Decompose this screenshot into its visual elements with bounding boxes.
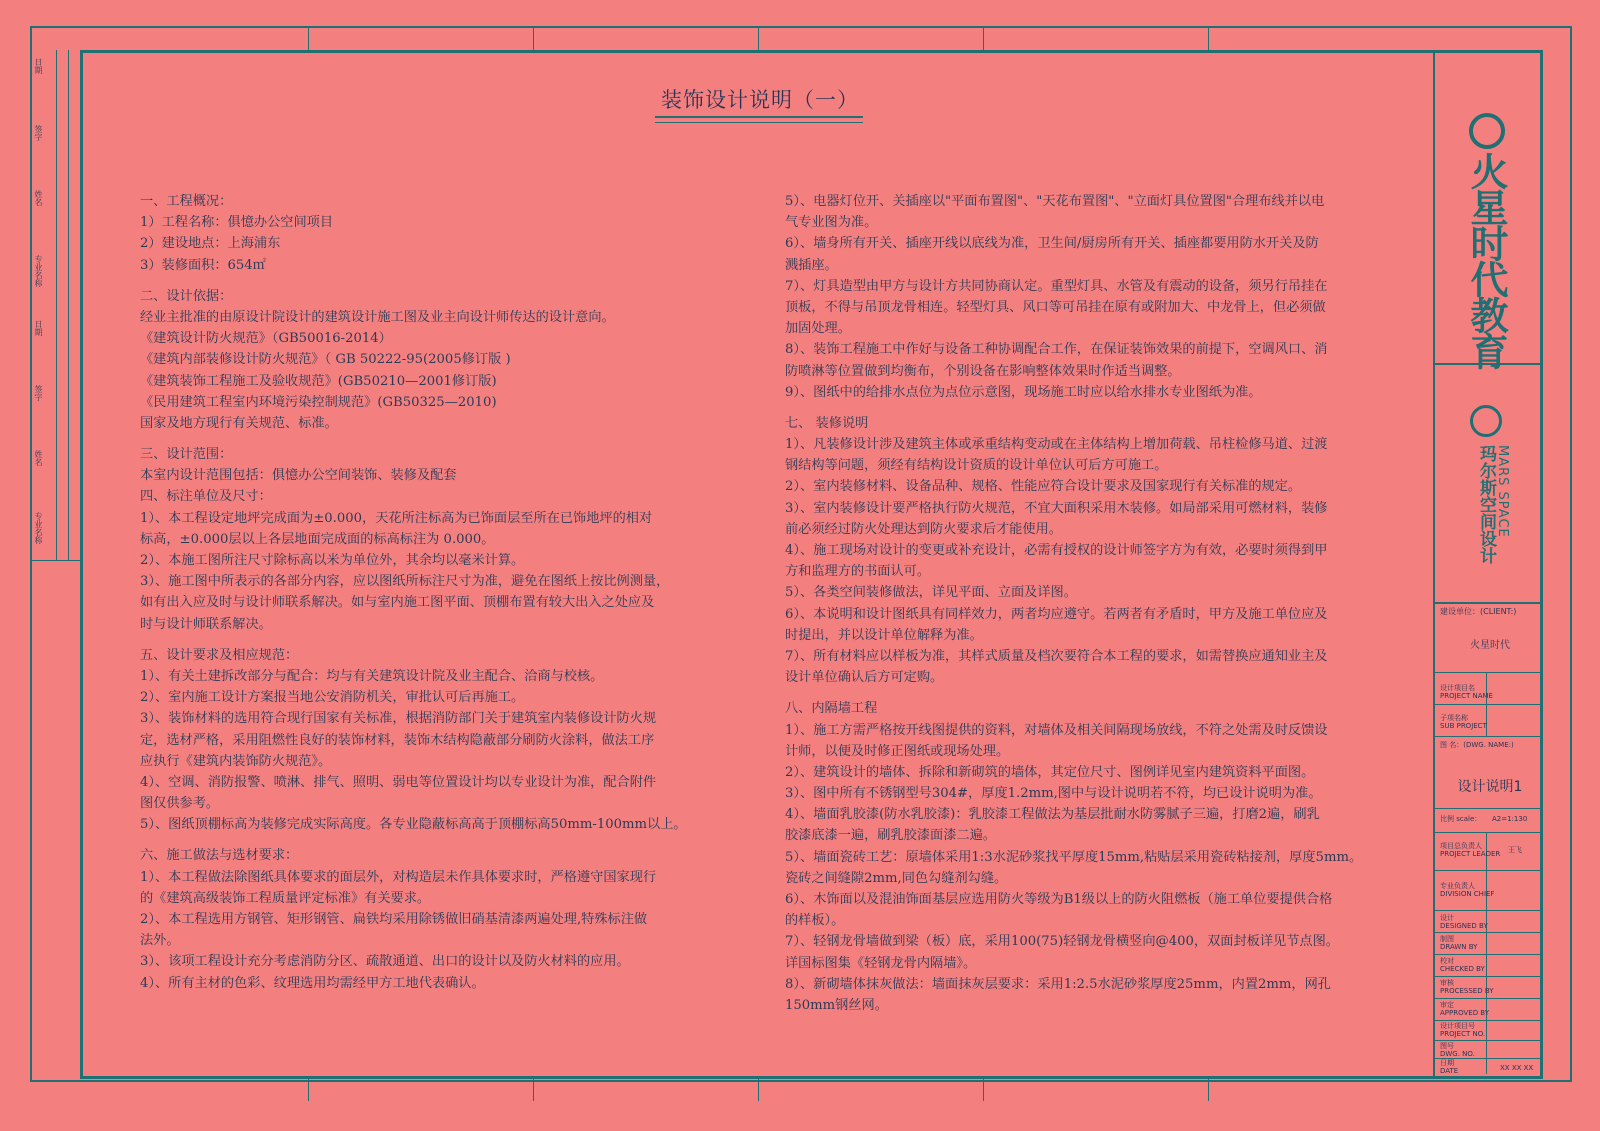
tb-line xyxy=(1486,832,1487,1074)
partner-name-cn: 玛尔斯空间设计 xyxy=(1476,445,1496,564)
tb-line xyxy=(1435,1020,1542,1021)
note-line: 时提出，并以设计单位解释为准。 xyxy=(785,627,983,643)
note-line: 5）、各类空间装修做法，详见平面、立面及详图。 xyxy=(785,585,1077,601)
note-line: 3）、图中所有不锈钢型号304#，厚度1.2mm,图中与设计说明若不符，均已设计说明为准。 xyxy=(785,786,1322,802)
side-strip-line xyxy=(30,560,80,561)
note-line: 1）、本工程做法除图纸具体要求的面层外，对构造层未作具体要求时，严格遵守国家现行 xyxy=(140,869,657,885)
paragraph-gap xyxy=(140,835,687,845)
note-line: 6）、本说明和设计图纸具有同样效力，两者均应遵守。若两者有矛盾时，甲方及施工单位应及 xyxy=(785,606,1328,622)
tb-line xyxy=(1435,870,1542,871)
tb-line xyxy=(1435,998,1542,999)
note-line: 1）、有关土建拆改部分与配合：均与有关建筑设计院及业主配合、洽商与校核。 xyxy=(140,668,604,684)
note-line: 六、施工做法与选材要求： xyxy=(140,848,299,864)
scale-value: A2=1:130 xyxy=(1492,815,1528,823)
outer-frame-right xyxy=(1570,26,1572,1082)
tick xyxy=(533,1079,534,1101)
inner-frame-top xyxy=(80,50,1542,53)
side-strip-label: 姓名 xyxy=(34,190,43,206)
tb-line xyxy=(1435,932,1542,933)
note-line: 5）、电器灯位开、关插座以"平面布置图"、"天花布置图"、"立面灯具位置图"合理布线并以电 xyxy=(785,194,1325,209)
date-value: XX XX XX xyxy=(1500,1064,1534,1072)
designed-label: 设计 DESIGNED BY xyxy=(1440,914,1488,930)
note-line: 《建筑设计防火规范》（GB50016-2014） xyxy=(140,331,392,347)
checked-label: 校对 CHECKED BY xyxy=(1440,957,1485,973)
processed-label: 审核 PROCESSED BY xyxy=(1440,979,1494,995)
side-strip-label: 日期 xyxy=(34,320,43,336)
note-line: 二、设计依据： xyxy=(140,288,233,304)
note-line: 应执行《建筑内装饰防火规范》。 xyxy=(140,753,332,769)
approved-label: 审定 APPROVED BY xyxy=(1440,1001,1490,1017)
note-line: 五、设计要求及相应规范： xyxy=(140,647,299,663)
tick xyxy=(1208,28,1209,50)
project-leader-label: 项目总负责人 PROJECT LEADER xyxy=(1440,842,1501,858)
title-underline xyxy=(655,116,863,118)
tick xyxy=(983,1079,984,1101)
partner-logo-icon xyxy=(1470,405,1502,437)
note-line: 瓷砖之间缝隙2mm,同色勾缝剂勾缝。 xyxy=(785,870,1008,886)
note-line: 的《建筑高级装饰工程质量评定标准》有关要求。 xyxy=(140,890,431,906)
logo-icon xyxy=(1469,113,1505,149)
note-line: 国家及地方现行有关规范、标准。 xyxy=(140,415,338,431)
note-line: 溅插座。 xyxy=(785,257,838,273)
paragraph-gap xyxy=(785,688,1362,698)
note-line: 4）、空调、消防报警、喷淋、排气、照明、弱电等位置设计均以专业设计为准，配合附件 xyxy=(140,774,657,790)
note-line: 2）、建筑设计的墙体、拆除和新砌筑的墙体，其定位尺寸、图例详见室内建筑资料平面图。 xyxy=(785,764,1315,780)
note-line: 钢结构等问题，须经有结构设计资质的设计单位认可后方可施工。 xyxy=(785,458,1168,474)
titleblock-divider xyxy=(1433,50,1435,1079)
note-line: 150mm钢丝网。 xyxy=(785,997,888,1013)
drawing-title: 装饰设计说明（一） xyxy=(661,88,859,112)
note-line: 2）、室内装修材料、设备品种、规格、性能应符合设计要求及国家现行有关标准的规定。 xyxy=(785,479,1302,495)
note-line: 2）建设地点：上海浦东 xyxy=(140,236,281,252)
project-leader-value: 王飞 xyxy=(1508,846,1522,854)
note-line: 6）、木饰面以及混油饰面基层应选用防火等级为B1级以上的防火阻燃板（施工单位要提供合格 xyxy=(785,892,1333,907)
note-line: 一、工程概况： xyxy=(140,194,233,209)
outer-frame-bottom xyxy=(30,1080,1572,1082)
note-line: 7）、所有材料应以样板为准，其样式质量及档次要符合本工程的要求，如需替换应通知业主及 xyxy=(785,648,1328,664)
note-line: 5）、墙面瓷砖工艺：原墙体采用1:3水泥砂浆找平厚度15mm,粘贴层采用瓷砖粘接剂，厚度5mm。 xyxy=(785,849,1363,865)
note-line: 详国标图集《轻钢龙骨内隔墙》。 xyxy=(785,955,977,971)
note-line: 1）、施工方需严格按开线图提供的资料，对墙体及相关间隔现场放线，不符之处需及时反馈设 xyxy=(785,722,1328,738)
drawing-name-label: 图 名：(DWG. NAME:) xyxy=(1440,741,1514,749)
date-label: 日期 DATE xyxy=(1440,1059,1459,1075)
scale-label: 比例 scale： xyxy=(1440,815,1482,823)
notes-left-column xyxy=(140,191,687,994)
tick xyxy=(758,28,759,50)
notes-right-column xyxy=(785,191,1362,1016)
tick xyxy=(1208,1079,1209,1101)
tick xyxy=(983,28,984,50)
side-strip-line xyxy=(68,50,69,560)
tb-line xyxy=(1435,808,1542,809)
note-line: 《民用建筑工程室内环境污染控制规范》(GB50325—2010) xyxy=(140,394,497,410)
note-line: 8）、新砌墙体抹灰做法：墙面抹灰层要求：采用1:2.5水泥砂浆厚度25mm，内置2mm，网孔 xyxy=(785,976,1331,992)
note-line: 《建筑内部装修设计防火规范》（ GB 50222-95(2005修订版 ) xyxy=(140,352,511,368)
note-line: 4）、所有主材的色彩、纹理选用均需经甲方工地代表确认。 xyxy=(140,975,485,991)
note-line: 1）、凡装修设计涉及建筑主体或承重结构变动或在主体结构上增加荷载、吊柱检修马道、过渡 xyxy=(785,437,1328,453)
inner-frame-left xyxy=(80,50,83,1079)
drawing-name-value: 设计说明1 xyxy=(1457,779,1523,795)
note-line: 时与设计师联系解决。 xyxy=(140,616,272,632)
note-line: 1）、本工程设定地坪完成面为±0.000，天花所注标高为已饰面层至所在已饰地坪的相对 xyxy=(140,510,653,526)
note-line: 本室内设计范围包括：俱憶办公空间装饰、装修及配套 xyxy=(140,468,457,484)
drawn-label: 制图 DRAWN BY xyxy=(1440,935,1478,951)
note-line: 气专业图为准。 xyxy=(785,215,878,231)
note-line: 法外。 xyxy=(140,933,180,949)
note-line: 的样板）。 xyxy=(785,913,845,929)
side-strip-label: 日期 xyxy=(34,58,43,74)
note-line: 图仅供参考。 xyxy=(140,796,220,812)
note-line: 2）、本工程选用方钢管、矩形钢管、扁铁均采用除锈做旧硝基清漆两遍处理,特殊标注做 xyxy=(140,912,648,927)
note-line: 3）、施工图中所表示的各部分内容，应以图纸所标注尺寸为准，避免在图纸上按比例测量， xyxy=(140,574,670,590)
brand-divider xyxy=(1435,602,1542,604)
side-strip-label: 签字 xyxy=(34,125,43,141)
note-line: 八、内隔墙工程 xyxy=(785,701,878,717)
division-chief-label: 专业负责人 DIVISION CHIEF xyxy=(1440,882,1495,898)
outer-frame-top xyxy=(30,26,1572,28)
note-line: 4）、施工现场对设计的变更或补充设计，必需有授权的设计师签字方为有效，必要时须得到甲 xyxy=(785,543,1328,558)
note-line: 8）、装饰工程施工中作好与设备工种协调配合工作，在保证装饰效果的前提下，空调风口、消 xyxy=(785,342,1328,358)
tick xyxy=(308,28,309,50)
note-line: 顶板，不得与吊顶龙骨相连。轻型灯具、风口等可吊挂在原有或附加大、中龙骨上，但必须做 xyxy=(785,299,1326,315)
client-value: 火星时代 xyxy=(1470,640,1510,651)
side-strip-label: 专业名称 xyxy=(34,512,43,544)
note-line: 定，选材严格，采用阻燃性良好的装饰材料，装饰木结构隐蔽部分刷防火涂料，做法工序 xyxy=(140,732,655,748)
side-strip-label: 签字 xyxy=(34,385,43,401)
sub-project-label: 子项名称 SUB PROJECT xyxy=(1440,714,1487,730)
note-line: 2）、室内施工设计方案报当地公安消防机关，审批认可后再施工。 xyxy=(140,690,525,706)
partner-name-en: MARS SPACE xyxy=(1495,445,1510,538)
tb-line xyxy=(1435,954,1542,955)
tb-line xyxy=(1435,910,1542,911)
note-line: 计师，以便及时修正图纸或现场处理。 xyxy=(785,743,1010,759)
note-line: 设计单位确认后方可定购。 xyxy=(785,670,944,686)
tick xyxy=(758,1079,759,1101)
note-line: 7）、轻钢龙骨墙做到梁（板）底，采用100(75)轻钢龙骨横竖向@400，双面封板详见节点图。 xyxy=(785,934,1339,950)
dwg-no-label: 图号 DWG. NO. xyxy=(1440,1042,1475,1058)
tick xyxy=(533,28,534,50)
note-line: 2）、本施工图所注尺寸除标高以米为单位外，其余均以毫米计算。 xyxy=(140,553,525,568)
note-line: 胶漆底漆一遍，刷乳胶漆面漆二遍。 xyxy=(785,828,996,844)
note-line: 1）工程名称：俱憶办公空间项目 xyxy=(140,215,334,231)
project-name-label: 设计项目名 PROJECT NAME xyxy=(1440,684,1493,700)
note-line: 《建筑装饰工程施工及验收规范》(GB50210—2001修订版) xyxy=(140,373,497,389)
tick xyxy=(308,1079,309,1101)
note-line: 防喷淋等位置做到均衡布，个别设备在影响整体效果时作适当调整。 xyxy=(785,363,1181,379)
outer-frame-left xyxy=(30,26,32,1082)
paragraph-gap xyxy=(140,635,687,645)
note-line: 四、标注单位及尺寸： xyxy=(140,489,272,505)
paragraph-gap xyxy=(140,434,687,444)
note-line: 七、 装修说明 xyxy=(785,415,869,431)
note-line: 3）、装饰材料的选用符合现行国家有关标准，根据消防部门关于建筑室内装修设计防火规 xyxy=(140,711,657,727)
note-line: 5）、图纸顶棚标高为装修完成实际高度。各专业隐蔽标高高于顶棚标高50mm-100mm以上。 xyxy=(140,817,687,833)
tb-line xyxy=(1435,704,1542,705)
side-strip-line xyxy=(56,50,57,560)
tb-line xyxy=(1435,976,1542,977)
note-line: 6）、墙身所有开关、插座开线以底线为准，卫生间/厨房所有开关、插座都要用防水开关及防 xyxy=(785,236,1319,252)
note-line: 3）、室内装修设计要严格执行防火规范，不宜大面积采用木装修。如局部采用可燃材料，装修 xyxy=(785,500,1328,516)
note-line: 标高，±0.000层以上各层地面完成面的标高标注为 0.000。 xyxy=(140,531,495,547)
note-line: 方和监理方的书面认可。 xyxy=(785,564,931,580)
title-underline xyxy=(655,122,863,123)
tb-line xyxy=(1435,1040,1542,1041)
note-line: 前必须经过防火处理达到防火要求后才能使用。 xyxy=(785,521,1062,537)
side-strip-label: 专业名称 xyxy=(34,255,43,287)
note-line: 9）、图纸中的给排水点位为点位示意图，现场施工时应以给水排水专业图纸为准。 xyxy=(785,384,1262,400)
tb-line xyxy=(1435,672,1542,673)
inner-frame-bottom xyxy=(80,1076,1542,1079)
note-line: 加固处理。 xyxy=(785,321,851,337)
note-line: 三、设计范围： xyxy=(140,447,233,463)
brand-logo-text: 火星时代教育 xyxy=(1464,152,1508,368)
note-line: 经业主批准的由原设计院设计的建筑设计施工图及业主向设计师传达的设计意向。 xyxy=(140,309,615,325)
note-line: 7）、灯具造型由甲方与设计方共同协商认定。重型灯具、水管及有震动的设备，须另行吊挂在 xyxy=(785,278,1328,294)
side-strip-label: 姓名 xyxy=(34,450,43,466)
note-line: 3）、该项工程设计充分考虑消防分区、疏散通道、出口的设计以及防火材料的应用。 xyxy=(140,954,630,970)
note-line: 3）装修面积：654㎡ xyxy=(140,257,266,273)
client-label: 建设单位：(CLIENT:) xyxy=(1440,607,1517,616)
paragraph-gap xyxy=(140,276,687,286)
note-line: 4）、墙面乳胶漆(防水乳胶漆)：乳胶漆工程做法为基层批耐水防雾腻子三遍，打磨2遍，刷乳 xyxy=(785,807,1320,823)
inner-frame-right xyxy=(1540,50,1543,1079)
project-no-label: 设计项目号 PROJECT NO. xyxy=(1440,1022,1486,1038)
tb-line xyxy=(1435,736,1542,737)
paragraph-gap xyxy=(785,403,1362,413)
note-line: 如有出入应及时与设计师联系解决。如与室内施工图平面、顶棚布置有较大出入之处应及 xyxy=(140,595,655,611)
tb-line xyxy=(1435,832,1542,833)
